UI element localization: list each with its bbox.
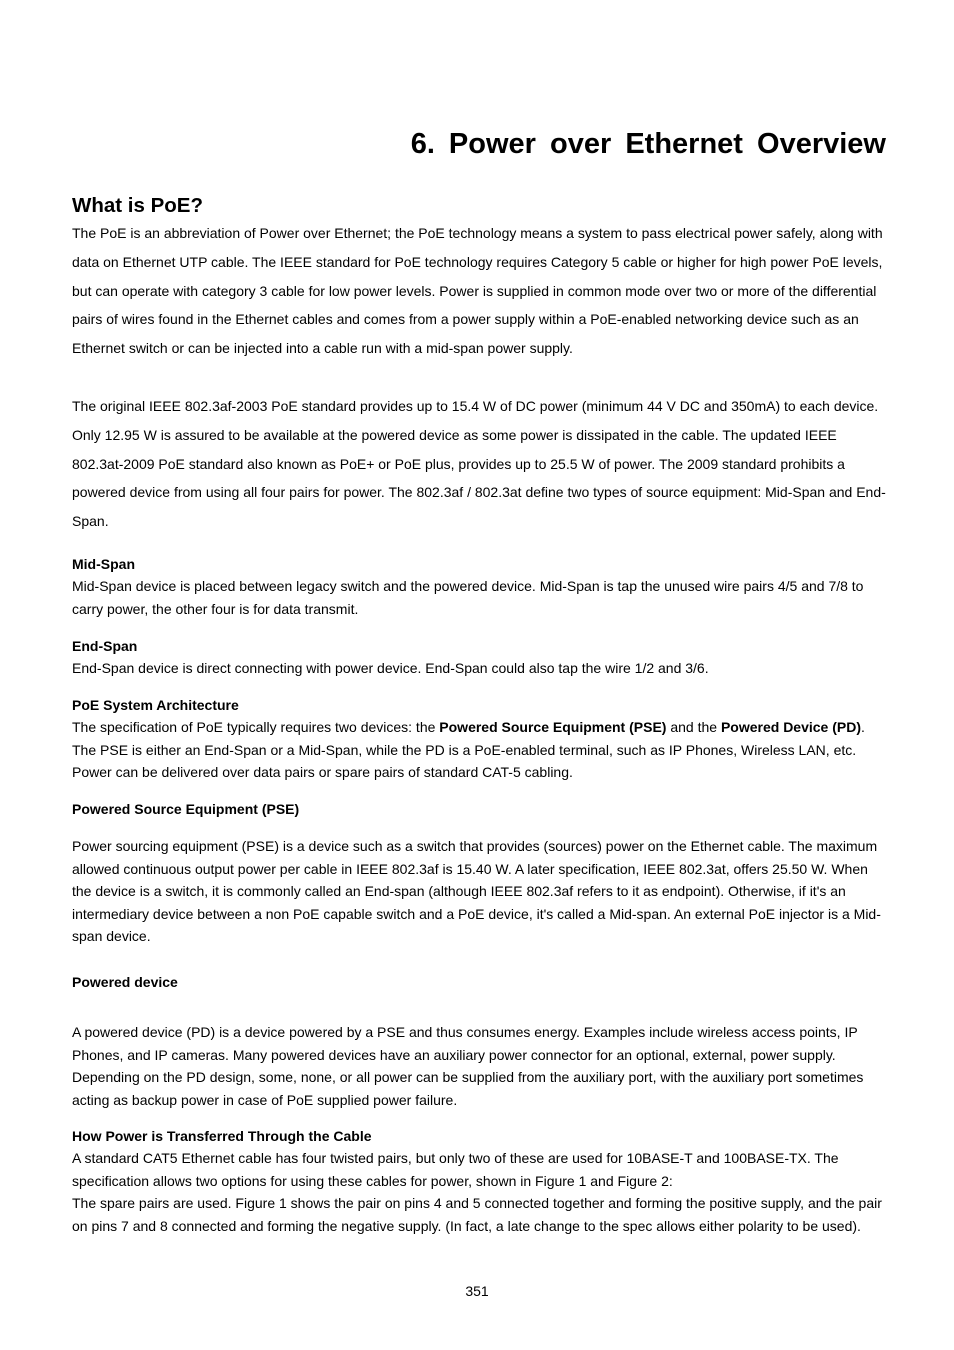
- endspan-text: End-Span device is direct connecting with power device. End-Span could also tap the wire 1/2 and 3/6.: [72, 660, 709, 676]
- transfer-heading: How Power is Transferred Through the Cable: [72, 1128, 372, 1144]
- pd-term: Powered Device (PD): [720, 719, 862, 735]
- pd-text: A powered device (PD) is a device powered by a PSE and thus consumes energy. Examples include wireless access points, IP Phones, and IP cameras. Many powered devices have an auxiliary power connector for an optional, external, power supply. Depending on the PD design, some, none, or all power can be supplied from the auxiliary port, with the auxiliary port sometimes acting as backup power in case of PoE supplied power failure.: [72, 1024, 864, 1108]
- midspan-text: Mid-Span device is placed between legacy switch and the powered device. Mid-Span is tap the unused wire pairs 4/5 and 7/8 to carry power, the other four is for data transmit.: [72, 578, 864, 617]
- pse-text: Power sourcing equipment (PSE) is a device such as a switch that provides (sources) power on the Ethernet cable. The maximum allowed continuous output power per cable in IEEE 802.3af is 15.40 W. A later specification, IEEE 802.3at, offers 25.50 W. When the device is a switch, it is commonly called an End-span (although IEEE 802.3af refers to it as endpoint). Otherwise, if it's an intermediary device between a non PoE capable switch and a PoE device, it's called a Mid-span. An external PoE injector is a Mid-span device.: [72, 838, 881, 945]
- architecture-heading: PoE System Architecture: [72, 697, 239, 713]
- architecture-text-part-2: and the: [666, 719, 721, 735]
- endspan-heading: End-Span: [72, 638, 138, 654]
- section-title: What is PoE?: [72, 194, 203, 217]
- architecture-text-part-1: The specification of PoE typically requires two devices: the: [72, 719, 440, 735]
- midspan-heading: Mid-Span: [72, 556, 135, 572]
- architecture-text: [72, 716, 886, 784]
- transfer-text-2: The spare pairs are used. Figure 1 shows the pair on pins 4 and 5 connected together and forming the positive supply, and the pair on pins 7 and 8 connected and forming the negative supply. (In fact, a late change to the spec allows either polarity to be used).: [72, 1195, 882, 1234]
- chapter-title: 6. Power over Ethernet Overview: [410, 128, 886, 160]
- intro-paragraph: The PoE is an abbreviation of Power over Ethernet; the PoE technology means a system to pass electrical power safely, along with data on Ethernet UTP cable. The IEEE standard for PoE technology requires Category 5 cable or higher for high power PoE levels, but can operate with category 3 cable for low power levels. Power is supplied in common mode over two or more of the differential pairs of wires found in the Ethernet cables and comes from a power supply within a PoE-enabled networking device such as an Ethernet switch or can be injected into a cable run with a mid-span power supply.: [72, 225, 883, 357]
- transfer-text-1: A standard CAT5 Ethernet cable has four twisted pairs, but only two of these are used for 10BASE-T and 100BASE-TX. The specification allows two options for using these cables for power, shown in Figure 1 and Figure 2:: [72, 1150, 839, 1189]
- standard-paragraph: The original IEEE 802.3af-2003 PoE standard provides up to 15.4 W of DC power (minimum 44 V DC and 350mA) to each device. Only 12.95 W is assured to be available at the powered device as some power is dissipated in the cable. The updated IEEE 802.3at-2009 PoE standard also known as PoE+ or PoE plus, provides up to 25.5 W of power. The 2009 standard prohibits a powered device from using all four pairs for power. The 802.3af / 802.3at define two types of source equipment: Mid-Span and End-Span.: [72, 398, 886, 530]
- pd-heading: Powered device: [72, 974, 178, 990]
- pse-term: Powered Source Equipment (PSE): [439, 719, 667, 735]
- pse-heading: Powered Source Equipment (PSE): [72, 801, 300, 817]
- page-number: 351: [465, 1283, 489, 1299]
- architecture-text-part-3: . The PSE is either an End-Span or a Mid-Span, while the PD is a PoE-enabled terminal, such as IP Phones, Wireless LAN, etc. Power can be delivered over data pairs or spare pairs of standard CAT-5 cabling.: [72, 719, 865, 781]
